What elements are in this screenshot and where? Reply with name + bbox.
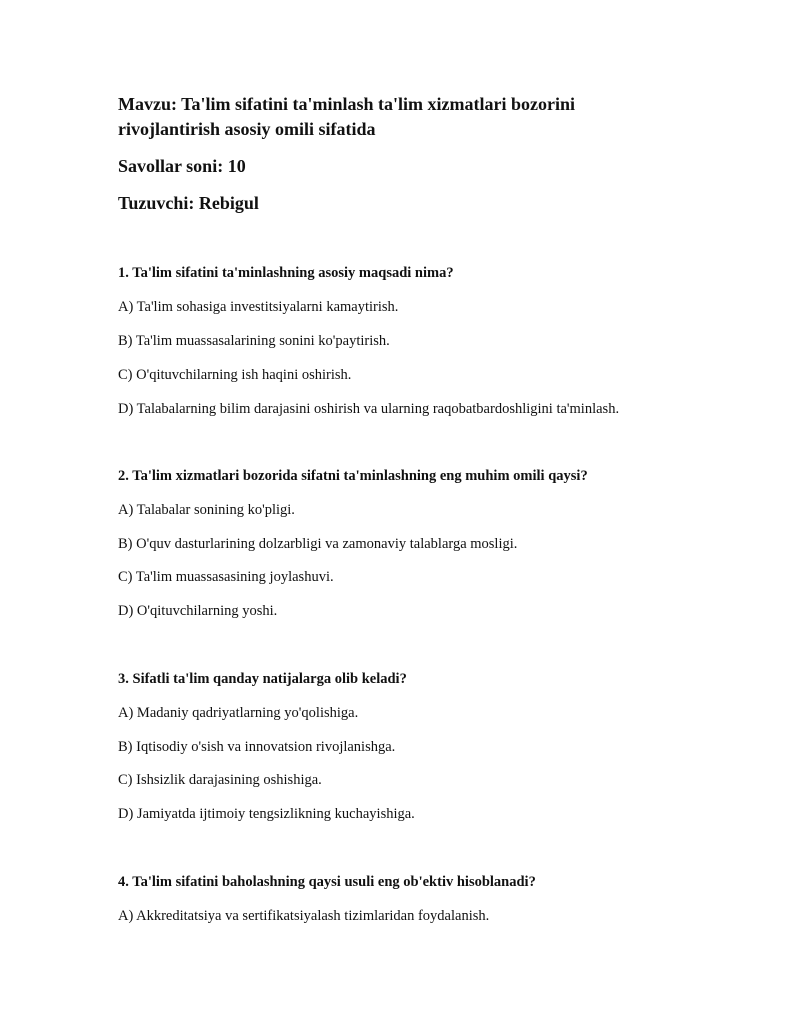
author-line: Tuzuvchi: Rebigul — [118, 193, 259, 213]
option-c: C) Ishsizlik darajasining oshishiga. — [118, 772, 322, 788]
document-header — [118, 92, 678, 216]
option-a: A) Madaniy qadriyatlarning yo'qolishiga. — [118, 705, 359, 721]
option-d: D) O'qituvchilarning yoshi. — [118, 603, 278, 619]
option-b: B) Ta'lim muassasalarining sonini ko'paytirish. — [118, 333, 390, 349]
option-a: A) Talabalar sonining ko'pligi. — [118, 502, 295, 518]
option-b: B) O'quv dasturlarining dolzarbligi va zamonaviy talablarga mosligi. — [118, 536, 518, 552]
question-1 — [118, 263, 738, 417]
topic-line-2: rivojlantirish asosiy omili sifatida — [118, 119, 376, 139]
option-a: A) Ta'lim sohasiga investitsiyalarni kamaytirish. — [118, 299, 399, 315]
question-3 — [118, 669, 738, 822]
option-b: B) Iqtisodiy o'sish va innovatsion rivojlanishga. — [118, 739, 396, 755]
topic-title — [118, 92, 678, 142]
question-4 — [118, 872, 738, 924]
question-title: 4. Ta'lim sifatini baholashning qaysi usuli eng ob'ektiv hisoblanadi? — [118, 874, 536, 890]
option-c: C) O'qituvchilarning ish haqini oshirish. — [118, 367, 352, 383]
question-count: Savollar soni: 10 — [118, 156, 246, 176]
question-2 — [118, 466, 738, 619]
question-title: 2. Ta'lim xizmatlari bozorida sifatni ta'minlashning eng muhim omili qaysi? — [118, 468, 588, 484]
topic-line-1: Mavzu: Ta'lim sifatini ta'minlash ta'lim xizmatlari bozorini — [118, 94, 575, 114]
question-title: 1. Ta'lim sifatini ta'minlashning asosiy maqsadi nima? — [118, 265, 454, 281]
option-d: D) Jamiyatda ijtimoiy tengsizlikning kuchayishiga. — [118, 806, 415, 822]
question-title: 3. Sifatli ta'lim qanday natijalarga olib keladi? — [118, 671, 407, 687]
option-c: C) Ta'lim muassasasining joylashuvi. — [118, 569, 334, 585]
option-d: D) Talabalarning bilim darajasini oshirish va ularning raqobatbardoshligini ta'minlash. — [118, 401, 620, 417]
option-a: A) Akkreditatsiya va sertifikatsiyalash tizimlaridan foydalanish. — [118, 908, 490, 924]
